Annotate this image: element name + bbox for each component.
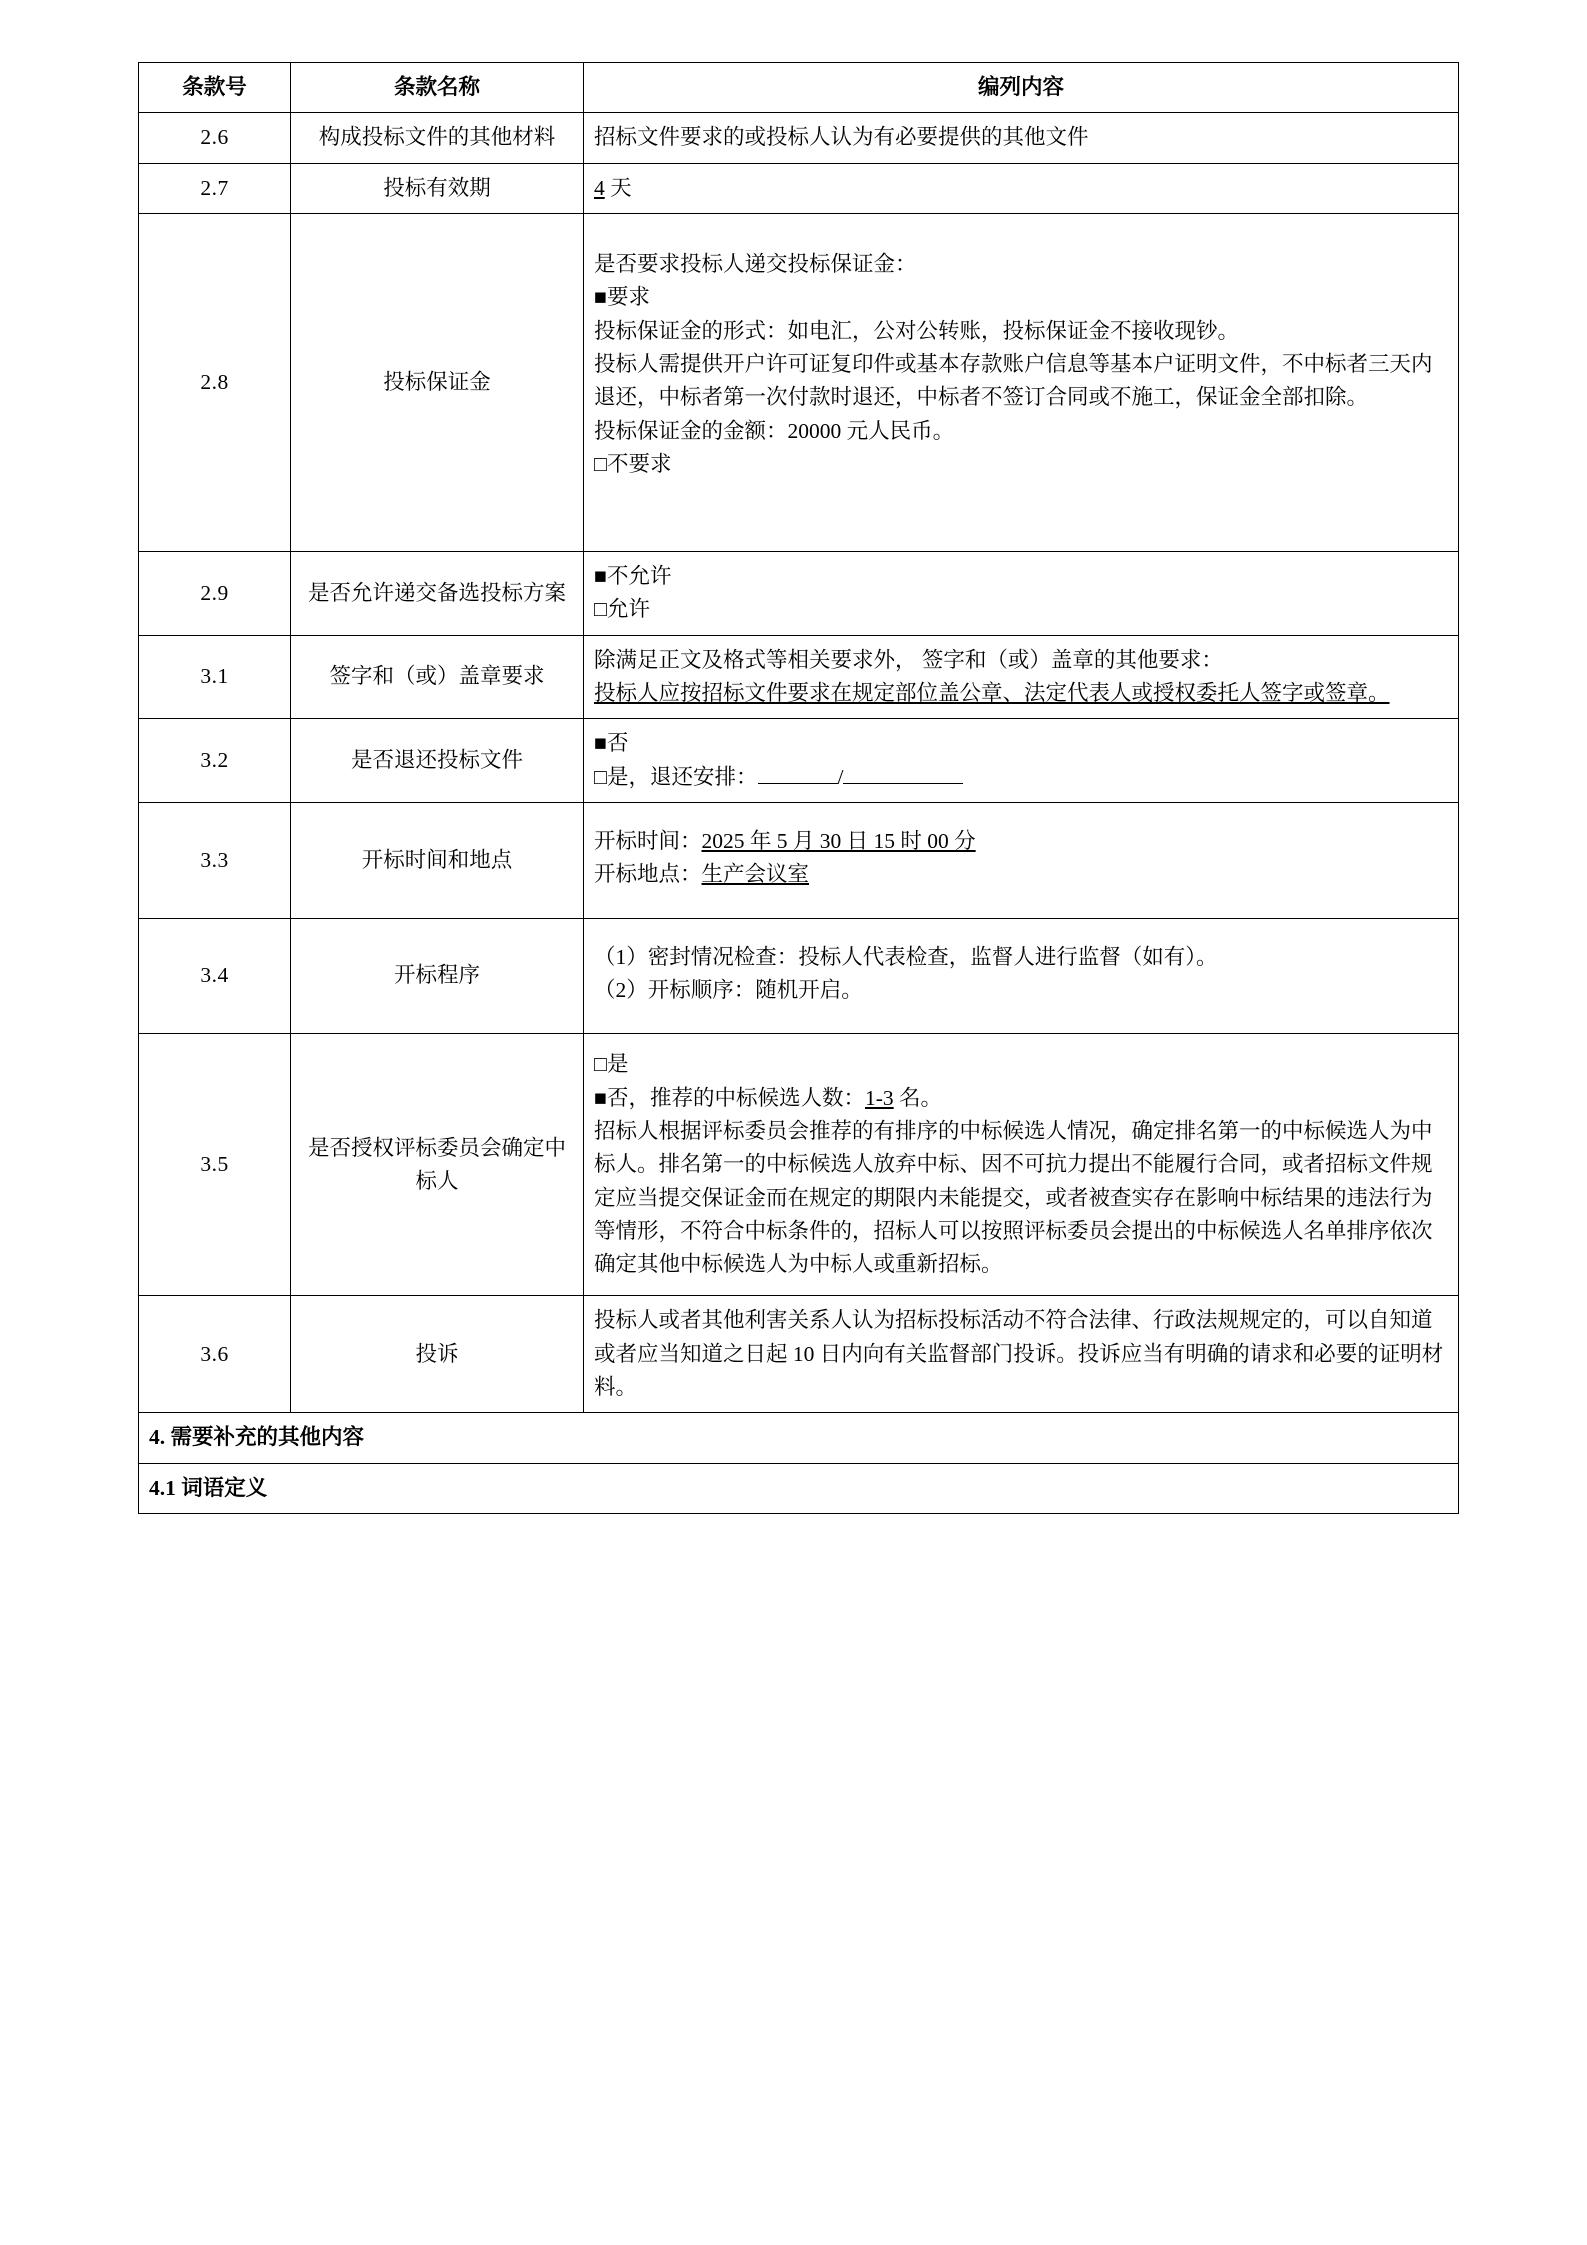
clause-content	[584, 552, 1459, 636]
return-arrangement-blank-1	[758, 783, 838, 784]
content-line: （2）开标顺序：随机开启。	[594, 977, 863, 1002]
clause-no: 2.7	[139, 163, 291, 213]
table-row	[139, 803, 1459, 919]
clause-name: 是否退还投标文件	[291, 719, 584, 803]
checkbox-checked-require: ■要求	[594, 285, 650, 310]
clause-name: 是否授权评标委员会确定中标人	[291, 1034, 584, 1296]
table-row	[139, 163, 1459, 213]
clause-name: 开标程序	[291, 918, 584, 1034]
table-row-full	[139, 1413, 1459, 1463]
clause-no: 3.5	[139, 1034, 291, 1296]
table-row	[139, 1296, 1459, 1413]
content-line: （1）密封情况检查：投标人代表检查，监督人进行监督（如有）。	[594, 944, 1218, 969]
table-row	[139, 213, 1459, 551]
clause-name: 开标时间和地点	[291, 803, 584, 919]
clause-content	[584, 213, 1459, 551]
checkbox-unchecked-yes: □是，退还安排： /	[594, 761, 1448, 794]
clause-no: 3.4	[139, 918, 291, 1034]
table-row	[139, 113, 1459, 163]
checkbox-checked-no: ■否，推荐的中标候选人数：1-3 名。	[594, 1085, 943, 1110]
header-clause-no: 条款号	[139, 63, 291, 113]
clause-no: 3.2	[139, 719, 291, 803]
clause-no: 2.8	[139, 213, 291, 551]
content-line: 是否要求投标人递交投标保证金：	[594, 251, 917, 276]
checkbox-unchecked-allowed: □允许	[594, 597, 650, 622]
checkbox-checked-no: ■否	[594, 731, 629, 756]
clause-content	[584, 113, 1459, 163]
content-line: 除满足正文及格式等相关要求外， 签字和（或）盖章的其他要求：	[594, 647, 1223, 672]
clause-name: 投标有效期	[291, 163, 584, 213]
bid-validity-value: 4	[594, 175, 605, 200]
content-line: 4 天	[594, 175, 632, 200]
clause-name: 投标保证金	[291, 213, 584, 551]
clause-content	[584, 918, 1459, 1034]
clause-content	[584, 163, 1459, 213]
candidate-count-value: 1-3	[865, 1085, 894, 1110]
table-row	[139, 635, 1459, 719]
clause-table	[138, 62, 1459, 1514]
checkbox-unchecked-not-require: □不要求	[594, 451, 672, 476]
table-row	[139, 1034, 1459, 1296]
section-heading-4-1: 4.1 词语定义	[139, 1463, 1459, 1513]
clause-no: 3.6	[139, 1296, 291, 1413]
clause-name: 签字和（或）盖章要求	[291, 635, 584, 719]
clause-content	[584, 635, 1459, 719]
table-header-row	[139, 63, 1459, 113]
clause-no: 3.3	[139, 803, 291, 919]
checkbox-checked-not-allowed: ■不允许	[594, 564, 672, 589]
clause-name: 是否允许递交备选投标方案	[291, 552, 584, 636]
content-line: 投标人或者其他利害关系人认为招标投标活动不符合法律、行政法规规定的，可以自知道或者应当知道之日起 10 日内向有关监督部门投诉。投诉应当有明确的请求和必要的证明材料。	[594, 1308, 1444, 1400]
clause-content	[584, 803, 1459, 919]
clause-no: 3.1	[139, 635, 291, 719]
content-line: 投标人需提供开户许可证复印件或基本存款账户信息等基本户证明文件，不中标者三天内退还，中标者第一次付款时退还，中标者不签订合同或不施工，保证金全部扣除。	[594, 351, 1433, 410]
section-heading-4: 4. 需要补充的其他内容	[139, 1413, 1459, 1463]
clause-no: 2.6	[139, 113, 291, 163]
header-content: 编列内容	[584, 63, 1459, 113]
clause-name: 构成投标文件的其他材料	[291, 113, 584, 163]
content-line: 招标文件要求的或投标人认为有必要提供的其他文件	[594, 125, 1089, 150]
bid-opening-place-value: 生产会议室	[701, 862, 810, 887]
clause-content	[584, 1034, 1459, 1296]
content-line: 招标人根据评标委员会推荐的有排序的中标候选人情况，确定排名第一的中标候选人为中标人。排名第一的中标候选人放弃中标、因不可抗力提出不能履行合同，或者招标文件规定应当提交保证金而在规定的期限内未能提交，或者被查实存在影响中标结果的违法行为等情形，不符合中标条件的，招标人可以按照评标委员会提出的中标候选人名单排序依次确定其他中标候选人为中标人或重新招标。	[594, 1118, 1433, 1277]
return-arrangement-blank-2	[843, 783, 963, 784]
clause-no: 2.9	[139, 552, 291, 636]
table-row	[139, 719, 1459, 803]
content-line: 投标保证金的形式：如电汇，公对公转账，投标保证金不接收现钞。	[594, 318, 1240, 343]
clause-content	[584, 719, 1459, 803]
bid-opening-time-line: 开标时间：2025 年 5 月 30 日 15 时 00 分	[594, 829, 976, 853]
bid-opening-place-line: 开标地点：生产会议室	[594, 862, 810, 887]
bid-opening-time-value: 2025 年 5 月 30 日 15 时 00 分	[701, 829, 976, 853]
header-clause-name: 条款名称	[291, 63, 584, 113]
table-row-full	[139, 1463, 1459, 1513]
clause-content	[584, 1296, 1459, 1413]
table-row	[139, 918, 1459, 1034]
content-line: 投标保证金的金额：20000 元人民币。	[594, 418, 955, 443]
checkbox-unchecked-yes: □是	[594, 1052, 629, 1077]
clause-name: 投诉	[291, 1296, 584, 1413]
content-line-underlined: 投标人应按招标文件要求在规定部位盖公章、法定代表人或授权委托人签字或签章。	[594, 681, 1390, 706]
table-row	[139, 552, 1459, 636]
